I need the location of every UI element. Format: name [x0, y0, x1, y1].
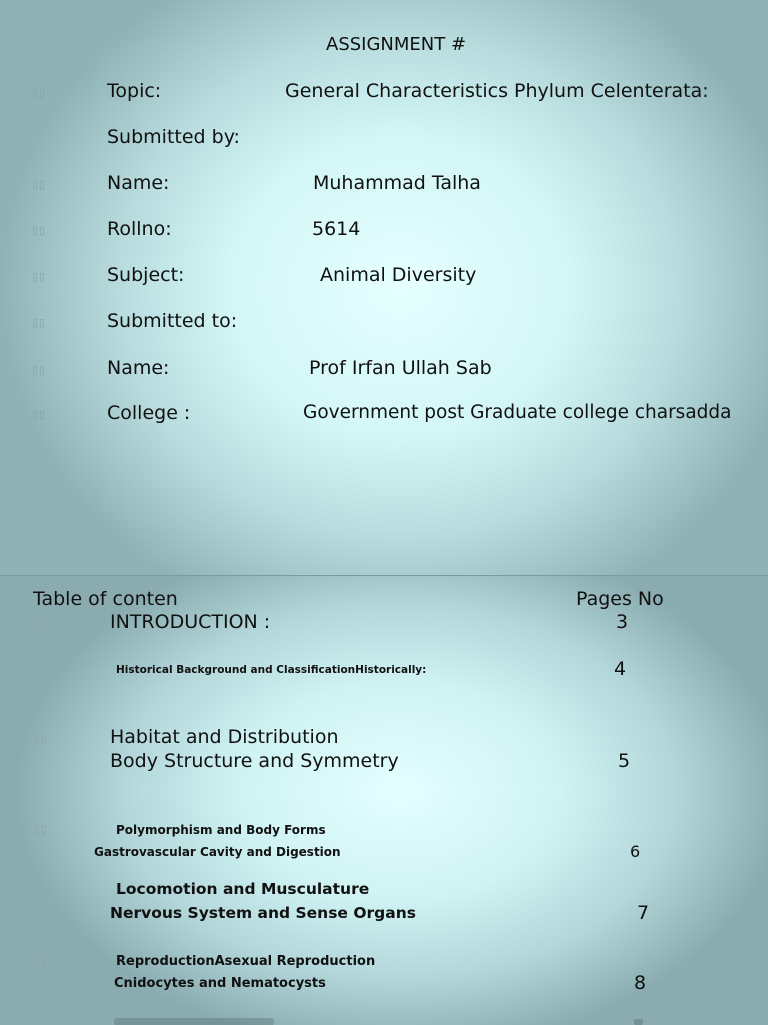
toc-entry: ReproductionAsexual Reproduction: [116, 954, 376, 969]
college-value: Government post Graduate college charsadda: [303, 402, 732, 423]
subject-label: Subject:: [107, 264, 185, 286]
teacher-name-label: Name:: [107, 357, 170, 379]
bullet-icon: ▯▯: [34, 732, 49, 745]
rollno-value: 5614: [312, 218, 361, 240]
cut-off-page-number: [634, 1019, 643, 1025]
toc-entry: Historical Background and ClassificationHistorically:: [116, 664, 427, 676]
bullet-icon: ▯▯: [32, 86, 47, 99]
toc-entry: Polymorphism and Body Forms: [116, 823, 326, 837]
subject-value: Animal Diversity: [320, 264, 477, 286]
toc-page-number: 7: [637, 902, 650, 924]
toc-page-number: 5: [618, 750, 631, 772]
toc-slide: [0, 575, 768, 1025]
toc-page-number: 3: [616, 611, 629, 633]
bullet-icon: ▯▯: [34, 823, 49, 836]
toc-entry: Locomotion and Musculature: [116, 880, 370, 898]
bullet-icon: ▯▯: [32, 224, 47, 237]
toc-entry: Body Structure and Symmetry: [110, 750, 399, 772]
toc-heading: Table of conten: [33, 588, 178, 610]
pages-heading: Pages No: [576, 588, 664, 610]
rollno-label: Rollno:: [107, 218, 172, 240]
topic-label: Topic:: [107, 80, 162, 102]
toc-entry: Gastrovascular Cavity and Digestion: [94, 845, 341, 859]
bullet-icon: ▯▯: [32, 363, 47, 376]
submitted-by-label: Submitted by:: [107, 126, 240, 148]
toc-entry: Nervous System and Sense Organs: [110, 904, 416, 922]
teacher-name-value: Prof Irfan Ullah Sab: [309, 357, 492, 379]
toc-page-number: 6: [630, 842, 641, 861]
name-label: Name:: [107, 172, 170, 194]
name-value: Muhammad Talha: [313, 172, 481, 194]
toc-entry: Cnidocytes and Nematocysts: [114, 976, 326, 991]
college-label: College :: [107, 402, 191, 424]
toc-entry: INTRODUCTION :: [110, 611, 271, 633]
bullet-icon: ▯▯: [32, 316, 47, 329]
topic-value: General Characteristics Phylum Celenterata:: [285, 80, 709, 102]
bullet-icon: ▯▯: [32, 270, 47, 283]
bullet-icon: ▯▯: [32, 178, 47, 191]
toc-entry: Habitat and Distribution: [110, 726, 339, 748]
bullet-icon: ▯▯: [34, 617, 49, 630]
bullet-icon: ▯▯: [32, 408, 47, 421]
toc-page-number: 8: [634, 972, 647, 994]
toc-page-number: 4: [614, 658, 627, 680]
bullet-icon: ▯▯: [34, 955, 49, 968]
submitted-to-label: Submitted to:: [107, 310, 238, 332]
assignment-title: ASSIGNMENT #: [326, 34, 467, 55]
